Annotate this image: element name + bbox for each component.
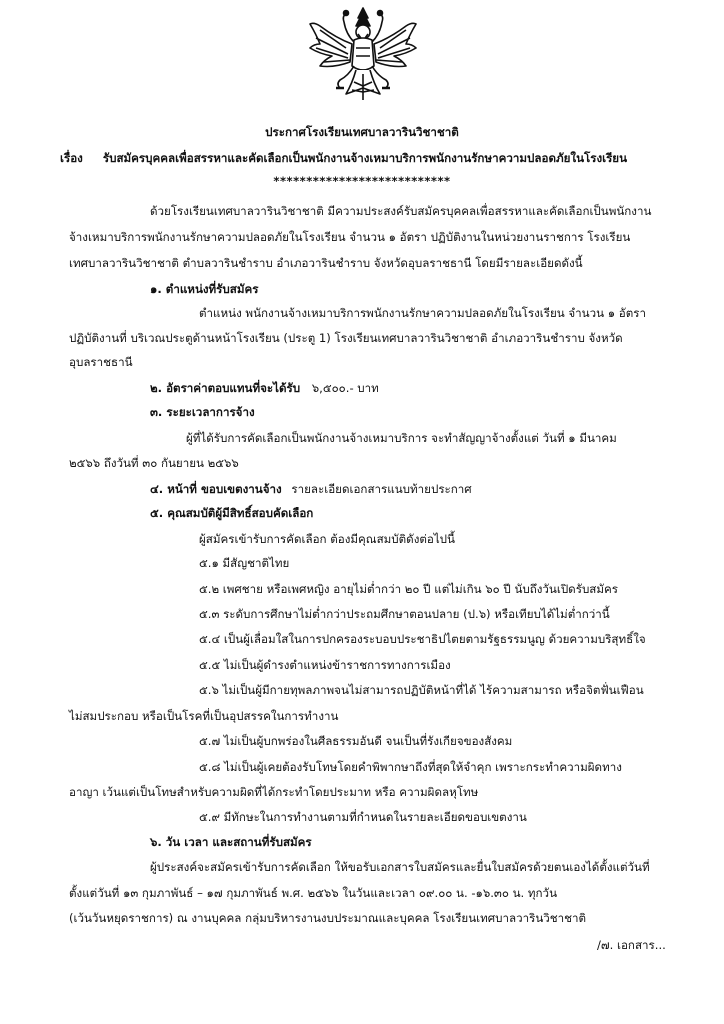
section4-line: [150, 482, 472, 496]
continuation-note: /๗. เอกสาร...: [597, 938, 666, 952]
section3-line-1: ผู้ที่ได้รับการคัดเลือกเป็นพนักงานจ้างเหมาบริการ จะทำสัญญาจ้างตั้งแต่ วันที่ ๑ มีนาคม: [186, 431, 617, 445]
section4-heading: ๔. หน้าที่ ขอบเขตงานจ้าง: [150, 482, 282, 496]
intro-line-2: จ้างเหมาบริการพนักงานรักษาความปลอดภัยในโรงเรียน จำนวน ๑ อัตรา ปฏิบัติงานในหน่วยงานราชการ โรงเรียน: [69, 230, 631, 244]
document-title: ประกาศโรงเรียนเทศบาลวารินวิชาชาติ: [265, 125, 459, 139]
section4-value: รายละเอียดเอกสารแนบท้ายประกาศ: [291, 482, 472, 496]
intro-line-3: เทศบาลวารินวิชาชาติ ตำบลวารินชำราบ อำเภอวารินชำราบ จังหวัดอุบลราชธานี โดยมีรายละเอียดดังนี้: [69, 256, 583, 270]
section6-line-2: ตั้งแต่วันที่ ๑๓ กุมภาพันธ์ – ๑๗ กุมภาพันธ์ พ.ศ. ๒๕๖๖ ในวันและเวลา ๐๙.๐๐ น. -๑๖.๓๐ น. ทุกวัน: [69, 886, 557, 900]
section3-heading: ๓. ระยะเวลาการจ้าง: [150, 405, 255, 419]
section1-line-1: ตำแหน่ง พนักงานจ้างเหมาบริการพนักงานรักษาความปลอดภัยในโรงเรียน จำนวน ๑ อัตรา: [199, 306, 646, 320]
section5-heading: ๕. คุณสมบัติผู้มีสิทธิ์สอบคัดเลือก: [150, 506, 314, 520]
section5-item: ๕.๘ ไม่เป็นผู้เคยต้องรับโทษโดยคำพิพากษาถึงที่สุดให้จำคุก เพราะกระทำความผิดทาง: [199, 760, 622, 774]
section1-line-2: ปฏิบัติงานที่ บริเวณประตูด้านหน้าโรงเรียน (ประตู 1) โรงเรียนเทศบาลวารินวิชาชาติ อำเภอวารินชำราบ จังหวัด: [69, 331, 623, 345]
section2-heading: ๒. อัตราค่าตอบแทนที่จะได้รับ: [150, 381, 301, 395]
section5-item: อาญา เว้นแต่เป็นโทษสำหรับความผิดที่ได้กระทำโดยประมาท หรือ ความผิดลหุโทษ: [69, 785, 479, 799]
subject-line: [60, 151, 627, 165]
section6-line-3: (เว้นวันหยุดราชการ) ณ งานบุคคล กลุ่มบริหารงานงบประมาณและบุคคล โรงเรียนเทศบาลวารินวิชาชาติ: [69, 911, 587, 925]
section5-intro: ผู้สมัครเข้ารับการคัดเลือก ต้องมีคุณสมบัติดังต่อไปนี้: [199, 532, 455, 546]
section5-item: ๕.๗ ไม่เป็นผู้บกพร่องในศีลธรรมอันดี จนเป็นที่รังเกียจของสังคม: [199, 734, 513, 748]
title-separator: ***************************: [273, 174, 451, 188]
section2-line: [150, 381, 379, 395]
section5-item: ๕.๙ มีทักษะในการทำงานตามที่กำหนดในรายละเอียดขอบเขตงาน: [199, 810, 527, 824]
section5-item: ๕.๖ ไม่เป็นผู้มีกายทุพลภาพจนไม่สามารถปฏิบัติหน้าที่ได้ ไร้ความสามารถ หรือจิตฟั่นเฟือน: [199, 683, 644, 697]
section1-line-3: อุบลราชธานี: [69, 355, 133, 369]
intro-line-1: ด้วยโรงเรียนเทศบาลวารินวิชาชาติ มีความประสงค์รับสมัครบุคคลเพื่อสรรหาและคัดเลือกเป็นพนักงาน: [150, 204, 652, 218]
section1-heading: ๑. ตำแหน่งที่รับสมัคร: [150, 282, 259, 296]
subject-text: รับสมัครบุคคลเพื่อสรรหาและคัดเลือกเป็นพนักงานจ้างเหมาบริการพนักงานรักษาความปลอดภัยในโรงเรียน: [102, 151, 628, 165]
section6-heading: ๖. วัน เวลา และสถานที่รับสมัคร: [150, 835, 312, 849]
section6-line-1: ผู้ประสงค์จะสมัครเข้ารับการคัดเลือก ให้ขอรับเอกสารใบสมัครและยื่นใบสมัครด้วยตนเองได้ตั้งแต่วันที่: [150, 860, 650, 874]
section5-item: ไม่สมประกอบ หรือเป็นโรคที่เป็นอุปสรรคในการทำงาน: [69, 709, 339, 723]
section5-item: ๕.๑ มีสัญชาติไทย: [199, 556, 290, 570]
subject-label: เรื่อง: [60, 151, 83, 165]
garuda-emblem-icon: [306, 4, 420, 104]
section5-item: ๕.๒ เพศชาย หรือเพศหญิง อายุไม่ต่ำกว่า ๒๐ ปี แต่ไม่เกิน ๖๐ ปี นับถึงวันเปิดรับสมัคร: [199, 582, 618, 596]
section2-value: ๖,๕๐๐.- บาท: [311, 381, 379, 395]
section5-item: ๕.๔ เป็นผู้เลื่อมใสในการปกครองระบอบประชาธิปไตยตามรัฐธรรมนูญ ด้วยความบริสุทธิ์ใจ: [199, 632, 646, 646]
section5-item: ๕.๕ ไม่เป็นผู้ดำรงตำแหน่งข้าราชการทางการเมือง: [199, 658, 451, 672]
section3-line-2: ๒๕๖๖ ถึงวันที่ ๓๐ กันยายน ๒๕๖๖: [69, 456, 239, 470]
section5-item: ๕.๓ ระดับการศึกษาไม่ต่ำกว่าประถมศึกษาตอนปลาย (ป.๖) หรือเทียบได้ไม่ต่ำกว่านี้: [199, 607, 610, 621]
